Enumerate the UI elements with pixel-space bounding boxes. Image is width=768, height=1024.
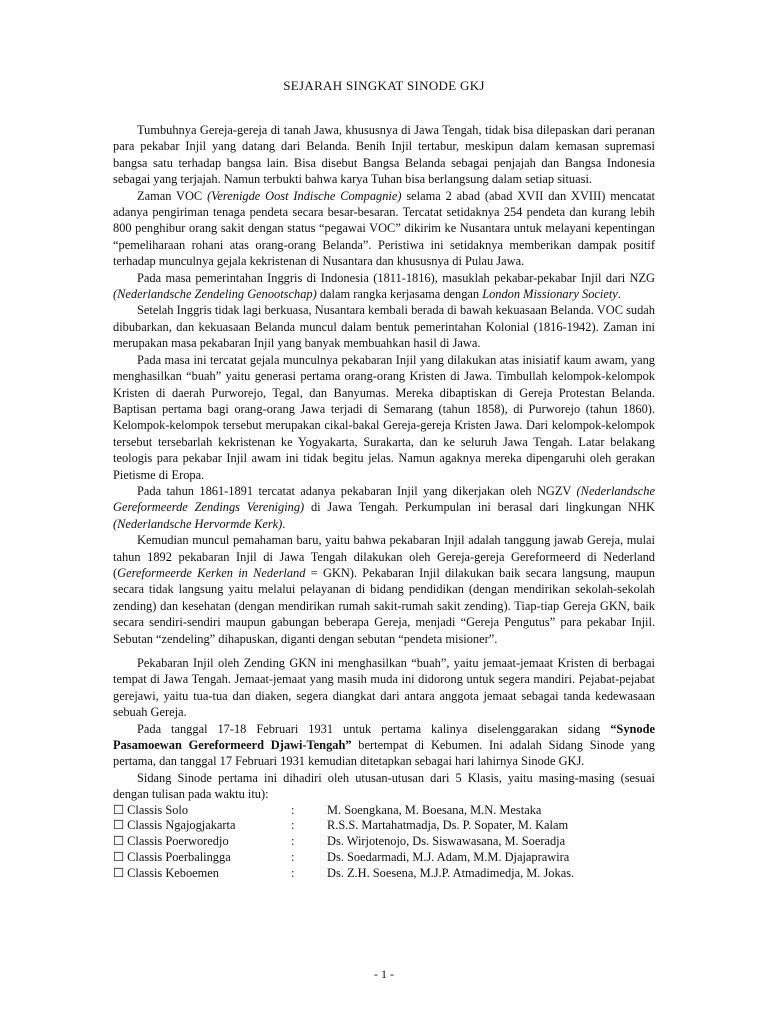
classis-row	[113, 866, 655, 882]
paragraph-text: = GKN). Pekabaran Injil dilakukan baik secara langsung, maupun secara tidak langsung yaitu melalui pelayanan di bidang pendidikan (dengan mendirikan sekolah-sekolah zending) dan kesehatan (dengan mendirikan rumah sakit-rumah sakit zending). Tiap-tiap Gereja GKN, baik secara sendiri-sendiri maupun gabungan beberapa Gereja, menjadi “Gereja Pengutus” para pekabar Injil. Sebutan “zendeling” dihapuskan, diganti dengan sebutan “pendeta misioner”.	[113, 565, 655, 646]
paragraph-text: Pada tahun 1861-1891 tercatat adanya pekabaran Injil yang dikerjakan oleh NGZV	[137, 483, 577, 498]
paragraph-text: Kemudian muncul pemahaman baru, yaitu bahwa pekabaran Injil adalah tanggung jawab Gereja, mulai tahun 1892 pekabaran Injil di Jawa Tengah dilakukan oleh Gereja-gereja Gereformeerd di Nederland (	[113, 533, 655, 580]
page-number: - 1 -	[374, 967, 394, 981]
classis-delegates: Ds. Soedarmadi, M.J. Adam, M.M. Djajaprawira	[327, 850, 570, 865]
paragraph	[113, 352, 655, 483]
classis-name: Classis Ngajogjakarta	[127, 818, 236, 833]
classis-delegates: R.S.S. Martahatmadja, Ds. P. Sopater, M. Kalam	[327, 818, 569, 833]
checkbox-bullet-icon: ☐	[113, 850, 125, 865]
paragraph-text: Pada tanggal 17-18 Februari 1931 untuk pertama kalinya diselenggarakan sidang	[137, 721, 611, 736]
paragraph	[113, 770, 655, 803]
paragraph-text: Pada masa pemerintahan Inggris di Indonesia (1811-1816), masuklah pekabar-pekabar Injil dari NZG	[137, 270, 655, 285]
paragraph	[113, 302, 655, 351]
classis-separator: :	[291, 802, 295, 817]
checkbox-bullet-icon: ☐	[113, 834, 125, 849]
paragraph-text: .	[282, 516, 286, 531]
paragraph-text: Pekabaran Injil oleh Zending GKN ini menghasilkan “buah”, yaitu jemaat-jemaat Kristen di berbagai tempat di Jawa Tengah. Jemaat-jemaat yang masih muda ini didorong untuk segera mandiri. Pejabat-pejabat gerejawi, yaitu tua-tua dan diaken, segera diangkat dari antara anggota jemaat sebagai tanda kedewasaan sebuah Gereja.	[113, 656, 655, 720]
classis-delegates: Ds. Wirjotenojo, Ds. Siswawasana, M. Soeradja	[327, 834, 566, 849]
classis-name: Classis Poerbalingga	[127, 850, 231, 865]
classis-row	[113, 834, 655, 850]
paragraph-text: selama 2 abad (abad XVII dan XVIII) mencatat adanya pengiriman tenaga pendeta secara besar-besaran. Tercatat setidaknya 254 pendeta dan kurang lebih 800 penghibur orang sakit dengan status “pegawai VOC” dikirim ke Nusantara untuk melayani kepentingan “pemeliharaan rohani atas orang-orang Belanda”. Peristiwa ini setidaknya memberikan dampak positif terhadap munculnya gejala kekristenan di Nusantara dan khususnya di Pulau Jawa.	[113, 188, 655, 269]
classis-separator: :	[291, 850, 295, 865]
paragraph	[113, 655, 655, 721]
classis-name: Classis Poerworedjo	[127, 834, 229, 849]
paragraph	[113, 122, 655, 188]
document-body	[113, 122, 655, 882]
italic-text: (Nederlandsche Hervormde Kerk)	[113, 516, 283, 531]
classis-row	[113, 803, 655, 819]
classis-name: Classis Keboemen	[127, 865, 219, 880]
checkbox-bullet-icon: ☐	[113, 802, 125, 817]
paragraph-text: Sidang Sinode pertama ini dihadiri oleh utusan-utusan dari 5 Klasis, yaitu masing-masing (sesuai dengan tulisan pada waktu itu):	[113, 770, 655, 802]
paragraph	[113, 721, 655, 770]
paragraph	[113, 270, 655, 303]
paragraph	[113, 532, 655, 647]
classis-separator: :	[291, 818, 295, 833]
classis-separator: :	[291, 834, 295, 849]
checkbox-bullet-icon: ☐	[113, 865, 125, 880]
checkbox-bullet-icon: ☐	[113, 818, 125, 833]
paragraph-list	[113, 122, 655, 803]
classis-row	[113, 850, 655, 866]
paragraph	[113, 188, 655, 270]
classis-separator: :	[291, 865, 295, 880]
paragraph-text: .	[617, 287, 621, 302]
italic-text: (Verenigde Oost Indische Compagnie)	[207, 188, 402, 203]
italic-text: Gereformeerde Kerken in Nederland	[117, 565, 306, 580]
classis-delegates: Ds. Z.H. Soesena, M.J.P. Atmadimedja, M. Jokas.	[327, 865, 575, 880]
paragraph-text: Tumbuhnya Gereja-gereja di tanah Jawa, khususnya di Jawa Tengah, tidak bisa dilepaskan dari peranan para pekabar Injil yang datang dari Belanda. Benih Injil tertabur, meskipun dalam kemasan supremasi bangsa satu terhadap bangsa lain. Bisa disebut Bangsa Belanda sebagai penjajah dan Bangsa Indonesia sebagai yang terjajah. Namun terbukti bahwa karya Tuhan bisa berlangsung dalam setiap situasi.	[113, 123, 655, 187]
paragraph-text: Pada masa ini tercatat gejala munculnya pekabaran Injil yang dilakukan atas inisiatif kaum awam, yang menghasilkan “buah” yaitu generasi pertama orang-orang Kristen di Jawa. Timbullah kelompok-kelompok Kristen di daerah Purworejo, Tegal, dan Banyumas. Mereka dibaptiskan di Gereja Protestan Belanda. Baptisan pertama bagi orang-orang Jawa terjadi di Semarang (tahun 1858), di Purworejo (tahun 1860). Kelompok-kelompok tersebut merupakan cikal-bakal Gereja-gereja Kristen Jawa. Dari kelompok-kelompok tersebut tersebarlah kekristenan ke Yogyakarta, Surakarta, dan ke seluruh Jawa Tengah. Latar belakang teologis para pekabar Injil awam ini tidak begitu jelas. Namun agaknya mereka dipengaruhi oleh gerakan Pietisme di Eropa.	[113, 352, 655, 482]
document-title: SEJARAH SINGKAT SINODE GKJ	[283, 78, 485, 93]
paragraph-text: Zaman VOC	[137, 188, 208, 203]
paragraph-text: dalam rangka kerjasama dengan	[316, 287, 483, 302]
classis-row	[113, 818, 655, 834]
paragraph-text: di Jawa Tengah. Perkumpulan ini berasal dari lingkungan NHK	[304, 500, 655, 515]
classis-name: Classis Solo	[127, 802, 189, 817]
classis-table	[113, 803, 655, 882]
paragraph-text: bertempat di Kebumen. Ini adalah Sidang Sinode yang pertama, dan tanggal 17 Februari 1931 kemudian ditetapkan sebagai hari lahirnya Sinode GKJ.	[113, 738, 655, 769]
classis-delegates: M. Soengkana, M. Boesana, M.N. Mestaka	[327, 802, 542, 817]
italic-text: (Nederlandsche Gereformeerde Zendings Vereniging)	[113, 483, 655, 515]
bold-text: “Synode Pasamoewan Gereformeerd Djawi-Tengah”	[113, 721, 655, 753]
italic-text: (Nederlandsche Zendeling Genootschap)	[113, 287, 317, 302]
italic-text: London Missionary Society	[482, 287, 618, 302]
paragraph	[113, 483, 655, 532]
paragraph-text: Setelah Inggris tidak lagi berkuasa, Nusantara kembali berada di bawah kekuasaan Belanda. VOC sudah dibubarkan, dan kekuasaan Belanda muncul dalam bentuk pemerintahan Kolonial (1816-1942). Zaman ini merupakan masa pekabaran Injil yang banyak membuahkan hasil di Jawa.	[113, 303, 655, 351]
